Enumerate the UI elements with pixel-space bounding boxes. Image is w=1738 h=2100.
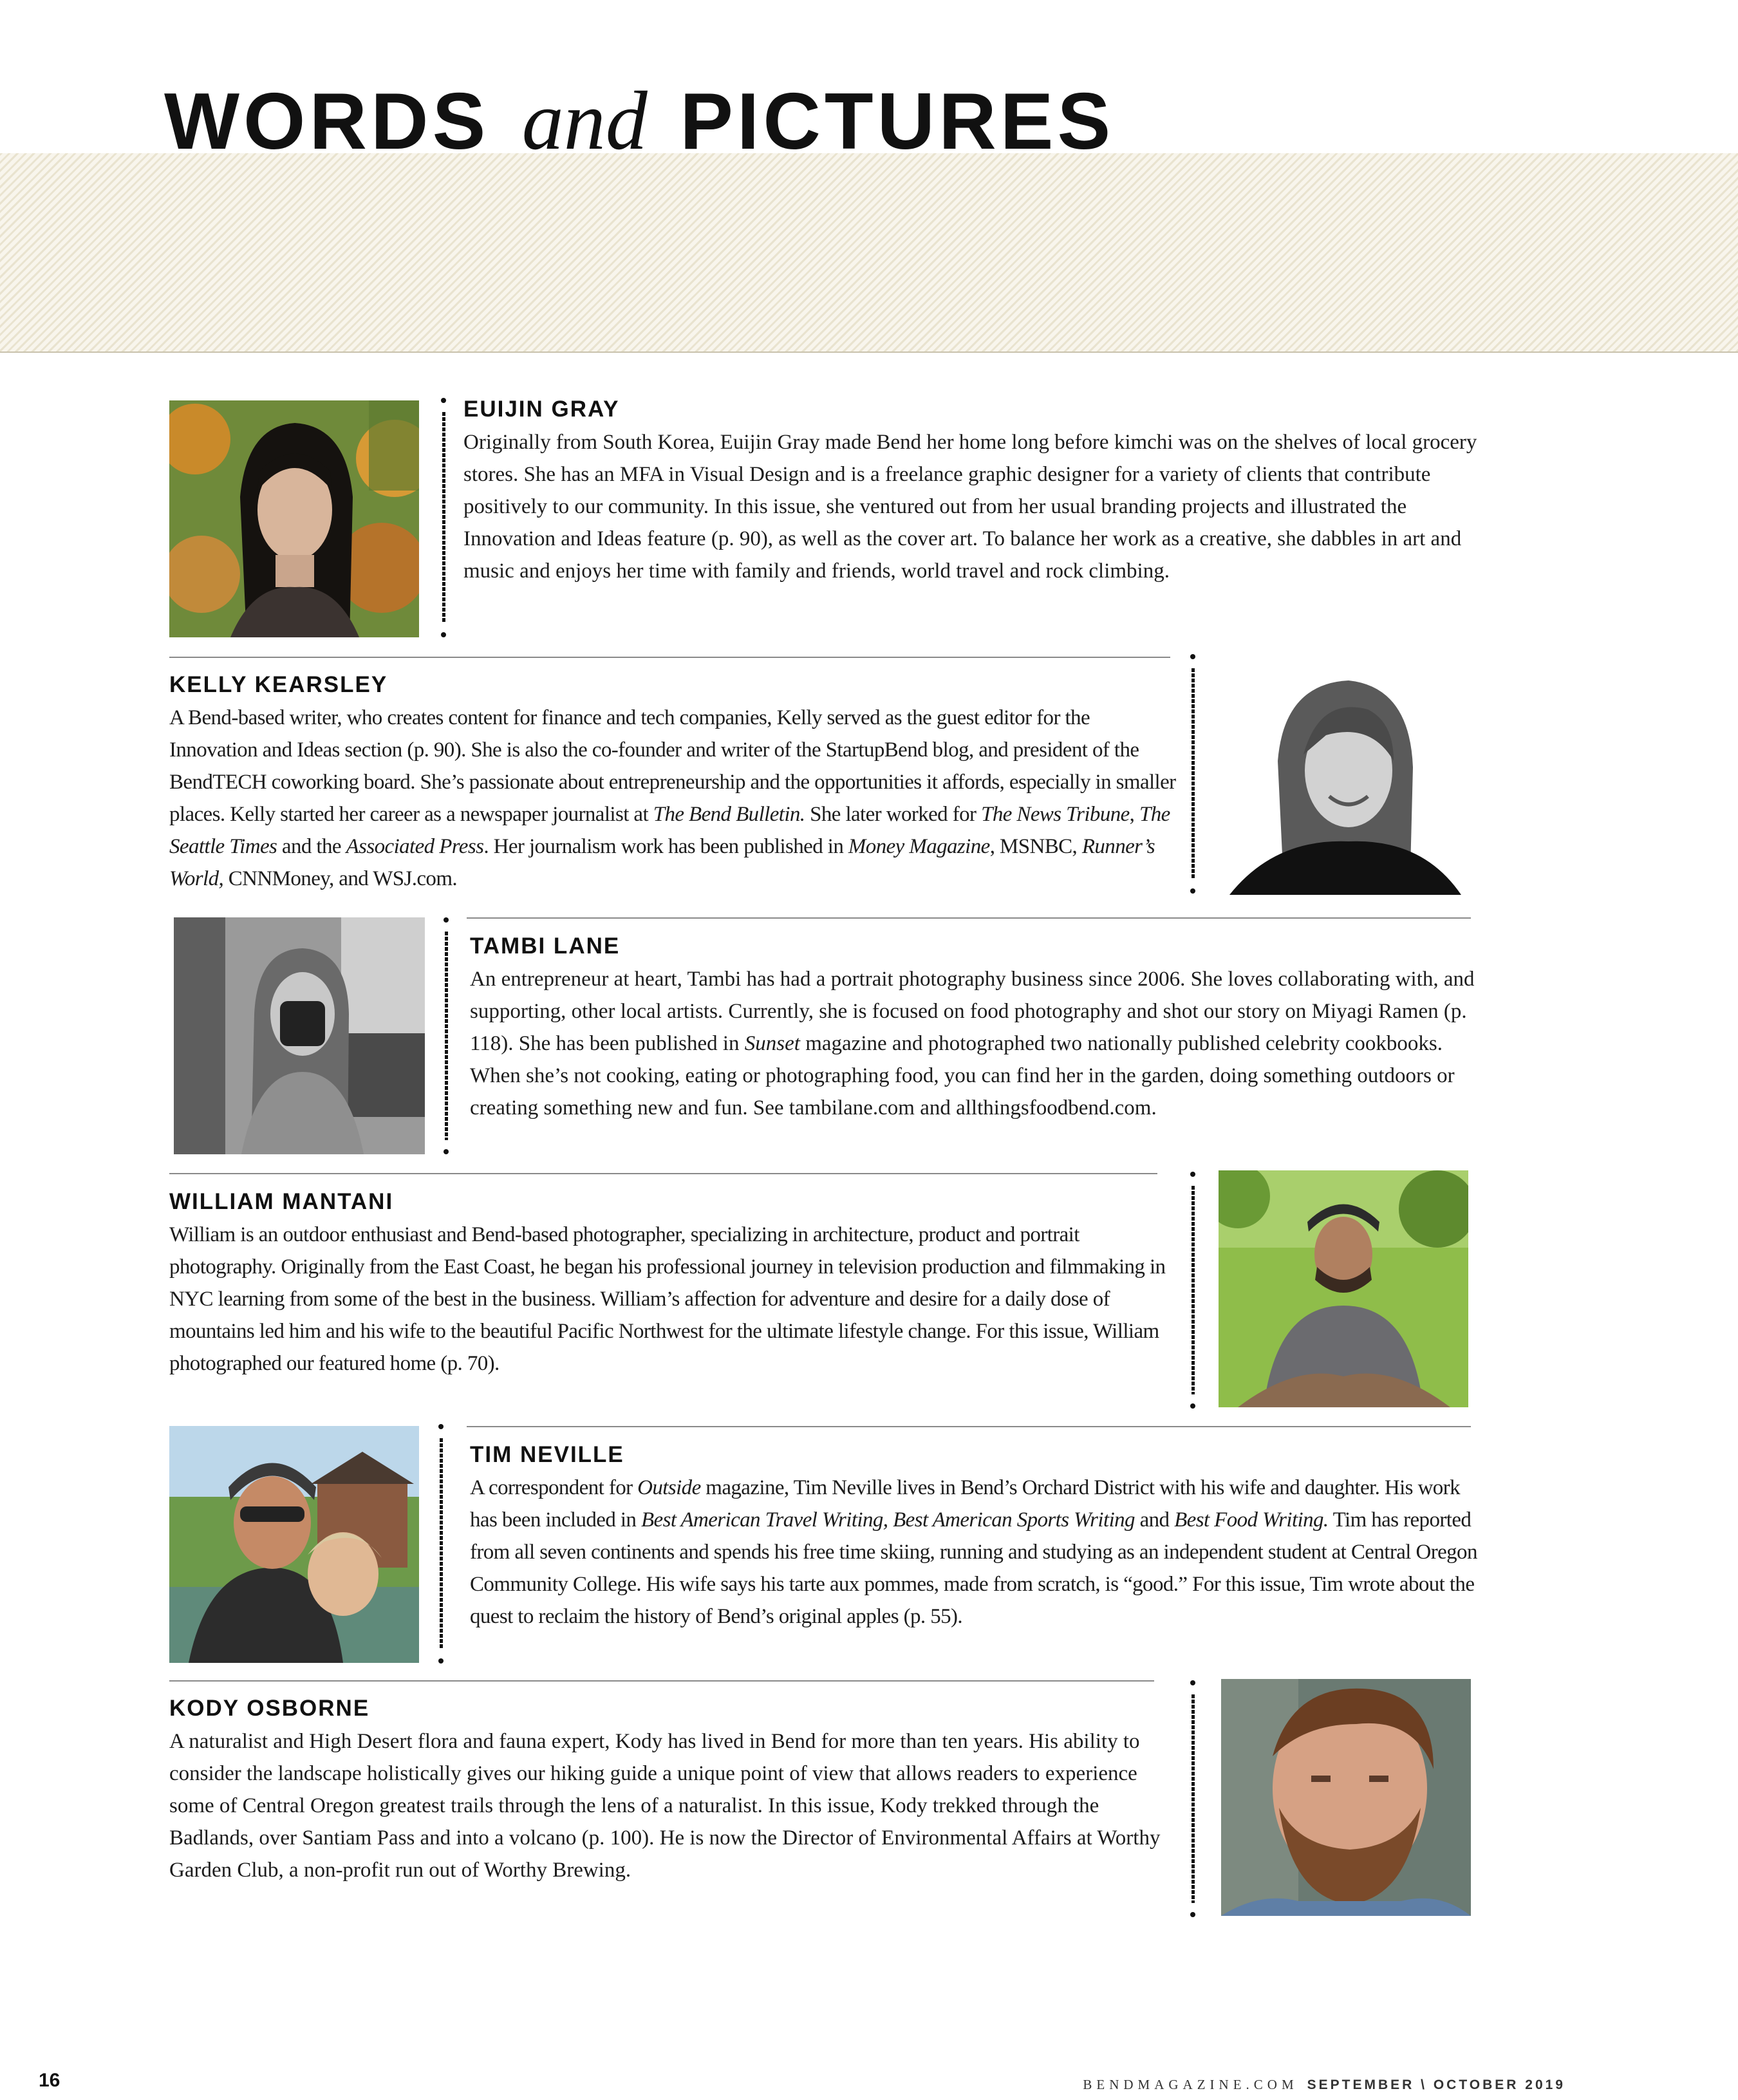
- contributor-name: TAMBI LANE: [470, 933, 621, 959]
- contributor-kody-osborne: [169, 1694, 1180, 1886]
- contributor-bio: A Bend-based writer, who creates content for finance and tech companies, Kelly served as the guest editor for the Innovation and Ideas section (p. 90). She is also the co-founder and writer of the StartupBend blog, and president of the BendTECH coworking board. She’s passionate about entrepreneurship and the opportunities it affords, especially in smaller places. Kelly started her career as a newspaper journalist at The Bend Bulletin. She later worked for The News Tribune, The Seattle Times and the Associated Press. Her journalism work has been published in Money Magazine, MSNBC, Runner’s World, CNNMoney, and WSJ.com.: [169, 706, 1176, 890]
- title-words: WORDS: [164, 77, 490, 166]
- contributor-tambi-lane: [470, 932, 1477, 1124]
- contributor-name: KELLY KEARSLEY: [169, 672, 388, 697]
- contributor-photo-tambi-lane: [174, 917, 425, 1154]
- contributor-bio: A naturalist and High Desert flora and fauna expert, Kody has lived in Bend for more than ten years. His ability to consider the landscape holistically gives our hiking guide a unique point of view that allows readers to experience some of Central Oregon greatest trails through the lens of a naturalist. In this issue, Kody trekked through the Badlands, over Santiam Pass and into a volcano (p. 100). He is now the Director of Environmental Affairs at Worthy Garden Club, a non-profit run out of Worthy Brewing.: [169, 1730, 1161, 1882]
- contributor-euijin-gray: [463, 395, 1481, 587]
- contributor-william-mantani: [169, 1188, 1180, 1380]
- section-rule: [169, 1173, 1157, 1174]
- contributor-bio: An entrepreneur at heart, Tambi has had a portrait photography business since 2006. She loves collaborating with, and supporting, other local artists. Currently, she is focused on food photography and shot our story on Miyagi Ramen (p. 118). She has been published in Sunset magazine and photographed two nationally published celebrity cookbooks. When she’s not cooking, eating or photographing food, you can find her in the garden, doing something outdoors or creating something new and fun. See tambilane.com and allthingsfoodbend.com.: [470, 968, 1475, 1120]
- section-rule: [467, 1426, 1471, 1427]
- contributor-name: KODY OSBORNE: [169, 1696, 370, 1721]
- page-title: [164, 76, 1114, 167]
- section-rule: [169, 1680, 1154, 1682]
- contributor-kelly-kearsley: [169, 671, 1180, 895]
- contributor-bio: A correspondent for Outside magazine, Tim Neville lives in Bend’s Orchard District with his wife and daughter. His work has been included in Best American Travel Writing, Best American Sports Writing and Best Food Writing. Tim has reported from all seven continents and spends his free time skiing, running and studying as an independent student at Central Oregon Community College. His wife says his tarte aux pommes, made from scratch, is “good.” For this issue, Tim wrote about the quest to reclaim the history of Bend’s original apples (p. 55).: [470, 1476, 1477, 1628]
- accent-bar: [1190, 1172, 1196, 1409]
- contributor-photo-kody-osborne: [1221, 1679, 1471, 1916]
- accent-bar: [1190, 654, 1196, 894]
- accent-bar: [1190, 1680, 1196, 1917]
- contributor-photo-euijin-gray: [169, 400, 419, 637]
- contributor-photo-william-mantani: [1219, 1170, 1468, 1407]
- contributor-photo-tim-neville: [169, 1426, 419, 1663]
- accent-bar: [440, 398, 447, 637]
- contributor-name: EUIJIN GRAY: [463, 397, 620, 422]
- contributor-bio: Originally from South Korea, Euijin Gray made Bend her home long before kimchi was on the shelves of local grocery stores. She has an MFA in Visual Design and is a freelance graphic designer for a variety of clients that contribute positively to our community. In this issue, she ventured out from her usual branding projects and illustrated the Innovation and Ideas feature (p. 90), as well as the cover art. To balance her work as a creative, she dabbles in art and music and enjoys her time with family and friends, world travel and rock climbing.: [463, 431, 1477, 583]
- contributor-photo-kelly-kearsley: [1217, 658, 1471, 895]
- footer-site: BENDMAGAZINE.COM: [1083, 2077, 1298, 2092]
- accent-bar: [443, 917, 449, 1154]
- accent-bar: [438, 1424, 444, 1664]
- title-pictures: PICTURES: [680, 77, 1115, 166]
- contributor-tim-neville: [470, 1441, 1477, 1633]
- striped-header-band: [0, 153, 1738, 352]
- contributor-name: TIM NEVILLE: [470, 1442, 624, 1467]
- section-rule: [467, 917, 1471, 919]
- section-rule: [169, 657, 1170, 658]
- contributor-bio: William is an outdoor enthusiast and Bend-based photographer, specializing in architecture, product and portrait photography. Originally from the East Coast, he began his professional journey in television production and filmmaking in NYC learning from some of the best in the business. William’s affection for adventure and desire for a daily dose of mountains led him and his wife to the beautiful Pacific Northwest for the ultimate lifestyle change. For this issue, William photographed our featured home (p. 70).: [169, 1223, 1166, 1375]
- title-and: and: [521, 75, 648, 167]
- page-footer: [1083, 2077, 1565, 2093]
- footer-issue: SEPTEMBER \ OCTOBER 2019: [1307, 2077, 1565, 2092]
- header-divider: [0, 352, 1738, 353]
- page-number: 16: [39, 2070, 61, 2091]
- contributor-name: WILLIAM MANTANI: [169, 1189, 394, 1214]
